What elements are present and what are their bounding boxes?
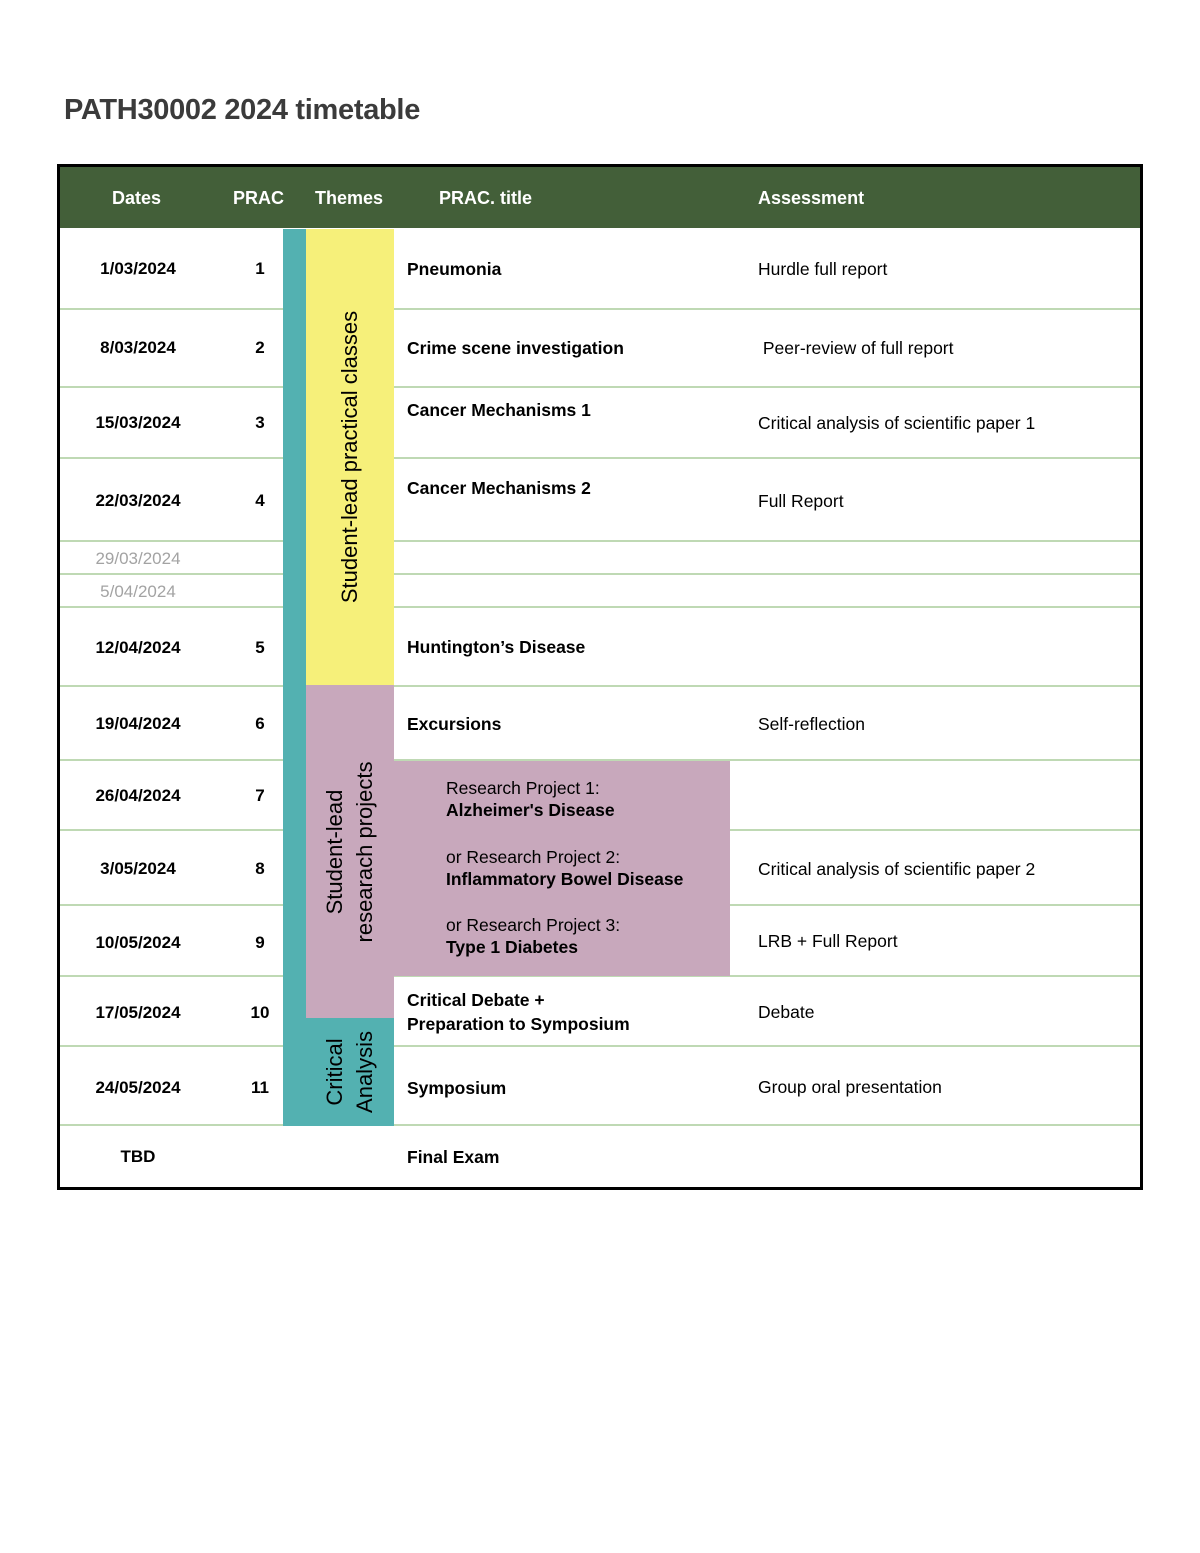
- page-title: PATH30002 2024 timetable: [64, 94, 421, 126]
- theme-practical-label: Student-lead practical classes: [337, 310, 362, 604]
- row-divider: [60, 606, 1140, 608]
- row-title: Symposium: [407, 1078, 507, 1098]
- row-title: Pneumonia: [407, 259, 502, 279]
- row-date: 22/03/2024: [95, 491, 181, 510]
- row-date: 10/05/2024: [95, 933, 181, 952]
- row-divider: [60, 1045, 1140, 1047]
- row-assessment: Group oral presentation: [758, 1077, 942, 1097]
- row-date: 1/03/2024: [100, 259, 176, 278]
- row-divider: [60, 685, 1140, 687]
- theme-critical-label: Critical Analysis: [322, 1031, 377, 1113]
- row-title: Cancer Mechanisms 1: [407, 400, 591, 420]
- row-date: TBD: [120, 1147, 156, 1166]
- header-themes: Themes: [315, 188, 384, 208]
- row-divider: [60, 308, 1140, 310]
- row-title: Cancer Mechanisms 2: [407, 478, 591, 498]
- row-prac: 2: [255, 338, 265, 357]
- row-date: 3/05/2024: [100, 859, 176, 878]
- research-project-item: or Research Project 2: Inflammatory Bowel Disease: [446, 847, 684, 889]
- row-assessment: Debate: [758, 1002, 815, 1022]
- row-divider: [60, 457, 1140, 459]
- row-title: Critical Debate + Preparation to Symposium: [407, 990, 630, 1034]
- theme-side-bar: [283, 229, 306, 1126]
- row-date: 8/03/2024: [100, 338, 176, 357]
- header-prac: PRAC: [233, 188, 285, 208]
- row-prac: 3: [255, 413, 265, 432]
- row-divider: [60, 573, 1140, 575]
- row-title: Huntington’s Disease: [407, 637, 586, 657]
- row-title: Final Exam: [407, 1147, 500, 1167]
- header-assessment: Assessment: [758, 188, 865, 208]
- row-date: 5/04/2024: [100, 582, 176, 601]
- row-divider: [60, 1124, 1140, 1126]
- row-assessment: Critical analysis of scientific paper 2: [758, 859, 1036, 879]
- row-assessment: Full Report: [758, 491, 844, 511]
- header-prac-title: PRAC. title: [439, 188, 533, 208]
- row-assessment: LRB + Full Report: [758, 931, 898, 951]
- row-prac: 11: [251, 1078, 269, 1097]
- research-project-item: or Research Project 3: Type 1 Diabetes: [446, 915, 621, 957]
- row-date: 15/03/2024: [95, 413, 181, 432]
- row-assessment: Self-reflection: [758, 714, 865, 734]
- row-date: 24/05/2024: [95, 1078, 181, 1097]
- row-divider: [60, 540, 1140, 542]
- timetable: [57, 164, 1143, 1190]
- theme-research-label: Student-lead researach projects: [322, 761, 377, 943]
- row-title: Crime scene investigation: [407, 338, 624, 358]
- row-date: 12/04/2024: [95, 638, 181, 657]
- row-assessment: Critical analysis of scientific paper 1: [758, 413, 1036, 433]
- row-date: 29/03/2024: [95, 549, 181, 568]
- row-prac: 5: [255, 638, 265, 657]
- row-title: Excursions: [407, 714, 502, 734]
- row-date: 19/04/2024: [95, 714, 181, 733]
- research-project-item: Research Project 1: Alzheimer's Disease: [446, 778, 615, 820]
- row-prac: 7: [255, 786, 265, 805]
- row-prac: 9: [255, 933, 265, 952]
- row-assessment: Peer-review of full report: [758, 338, 954, 358]
- table-header: [60, 167, 1140, 228]
- row-divider: [60, 386, 1140, 388]
- row-prac: 8: [255, 859, 265, 878]
- row-prac: 4: [255, 491, 265, 510]
- row-date: 17/05/2024: [95, 1003, 181, 1022]
- row-date: 26/04/2024: [95, 786, 181, 805]
- row-prac: 6: [255, 714, 265, 733]
- row-assessment: Hurdle full report: [758, 259, 888, 279]
- header-dates: Dates: [112, 188, 162, 208]
- row-prac: 1: [255, 259, 265, 278]
- row-prac: 10: [250, 1003, 270, 1022]
